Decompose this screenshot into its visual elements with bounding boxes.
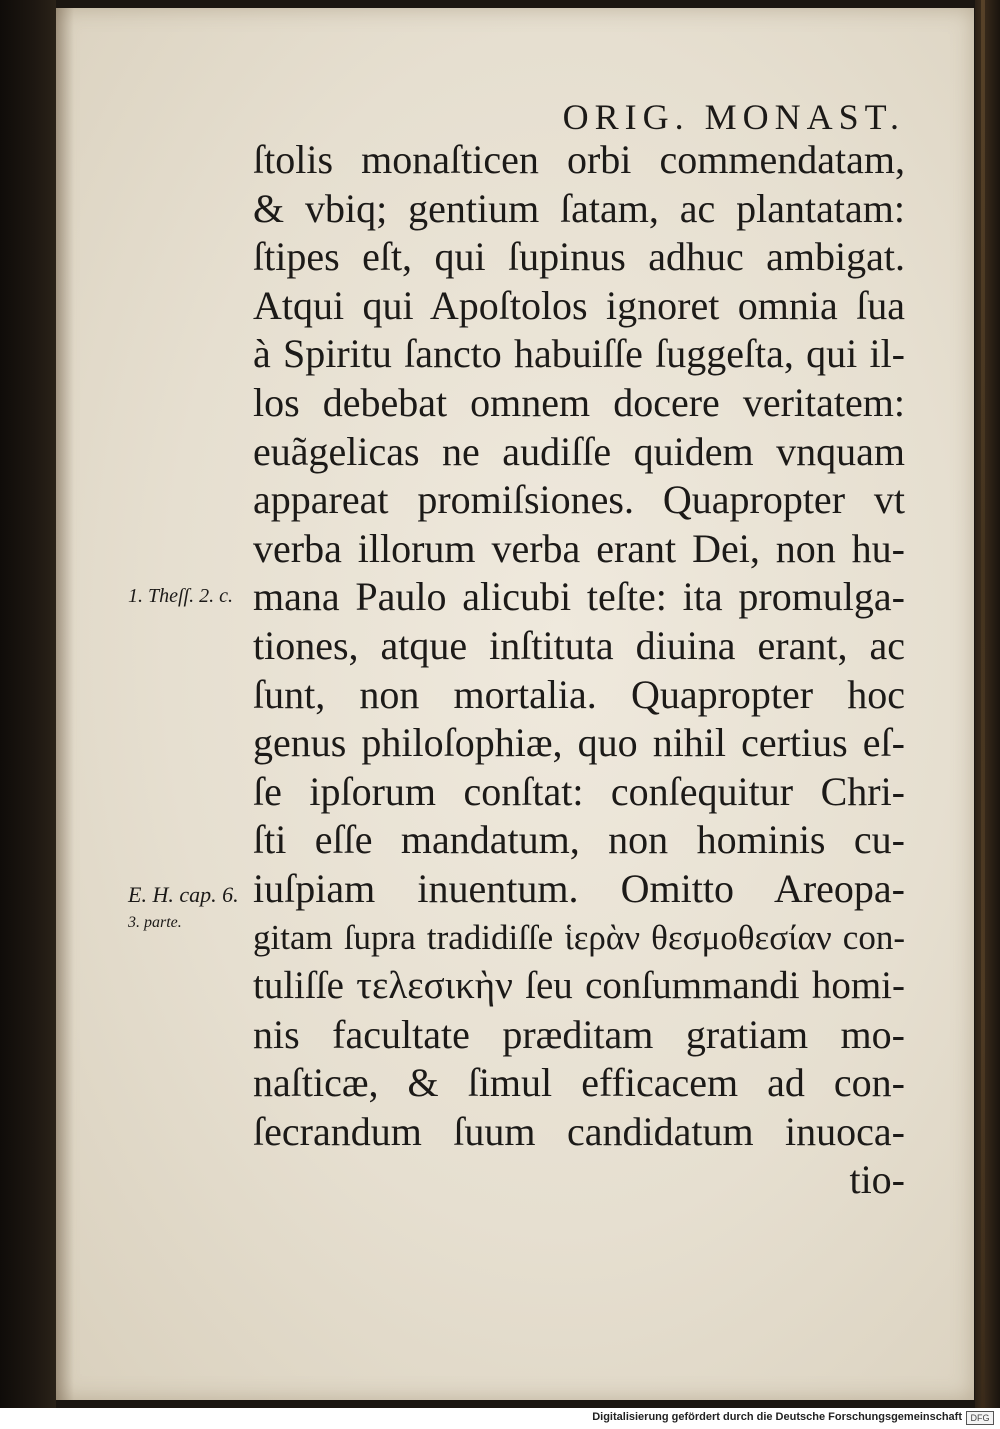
- marginal-note-parte: 3. parte.: [128, 914, 182, 931]
- text-line-19: nis facultate præditam gratiam mo-: [253, 1011, 905, 1057]
- text-line-8: appareat promiſsiones. Quapropter vt: [253, 477, 905, 523]
- text-line-6: los debebat omnem docere veritatem:: [253, 379, 905, 425]
- catchword: tio-: [849, 1157, 905, 1203]
- text-line-21: ſecrandum ſuum candidatum inuoca-: [253, 1108, 905, 1154]
- text-line-15: ſti eſſe mandatum, non hominis cu-: [253, 817, 905, 863]
- marginal-note-eh: E. H. cap. 6.: [128, 882, 239, 907]
- book-edge-right: [975, 0, 1000, 1408]
- digitization-footer: [0, 1408, 1000, 1429]
- text-line-20: naſticæ, & ſimul efficacem ad con-: [253, 1060, 905, 1106]
- text-line-18: tuliſſe τελεσικὴν ſeu conſummandi homi-: [253, 964, 905, 1008]
- dfg-logo-icon: DFG: [966, 1411, 994, 1425]
- text-line-2: & vbiq; gentium ſatam, ac plantatam:: [253, 185, 905, 231]
- text-line-16: iuſpiam inuentum. Omitto Areopa-: [253, 865, 905, 911]
- funding-credit: Digitalisierung gefördert durch die Deutsche Forschungsgemeinschaft: [592, 1411, 962, 1423]
- text-line-3: ſtipes eſt, qui ſupinus adhuc ambigat.: [253, 234, 905, 280]
- text-line-1: ſtolis monaſticen orbi commendatam,: [253, 137, 905, 182]
- text-line-14: ſe ipſorum conſtat: conſequitur Chri-: [253, 768, 905, 814]
- text-line-7: euãgelicas ne audiſſe quidem vnquam: [253, 428, 905, 474]
- body-text: [253, 136, 905, 1205]
- text-line-11: tiones, atque inſtituta diuina erant, ac: [253, 622, 905, 668]
- text-line-4: Atqui qui Apoſtolos ignoret omnia ſua: [253, 282, 905, 328]
- marginal-note-thess: 1. Theſſ. 2. c.: [128, 585, 233, 607]
- text-line-17: gitam ſupra tradidiſſe ἱερὰν θεσμοθεσίαν con-: [253, 917, 905, 957]
- running-head: ORIG. MONAST.: [562, 97, 905, 137]
- book-edge-left: [0, 0, 56, 1408]
- page-fold-shadow: [56, 8, 74, 1400]
- text-line-5: à Spiritu ſancto habuiſſe ſuggeſta, qui il-: [253, 331, 905, 377]
- book-edge-glint: [981, 0, 985, 1408]
- text-line-10: mana Paulo alicubi teſte: ita promulga-: [253, 574, 905, 620]
- text-line-12: ſunt, non mortalia. Quapropter hoc: [253, 671, 905, 717]
- text-line-9: verba illorum verba erant Dei, non hu-: [253, 525, 905, 571]
- text-line-13: genus philoſophiæ, quo nihil certius eſ-: [253, 720, 905, 766]
